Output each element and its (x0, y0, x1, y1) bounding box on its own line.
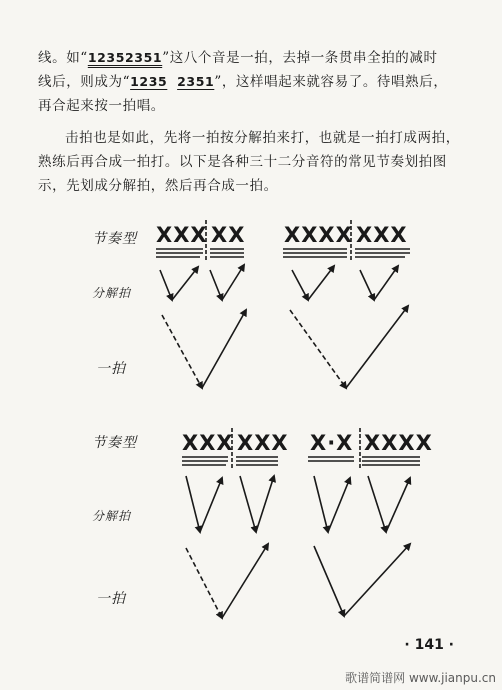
pattern-3-right: XXX (237, 431, 289, 455)
number-sequence-1: 12352351 (87, 50, 163, 65)
text-line2-end: ”，这样唱起来就容易了。待唱熟后， (214, 74, 448, 90)
label-rhythm-2: 节奏型 (92, 435, 137, 451)
number-sequence-2b: 2351 (177, 74, 215, 89)
pattern-1-right: XX (211, 223, 246, 247)
pattern-4-left: X·X (310, 431, 354, 455)
pattern-1-left: XXX (156, 223, 208, 247)
text-line3: 再合起来按一拍唱。 (38, 98, 165, 114)
text-line2-start: 线后，则成为“ (38, 74, 131, 90)
text-line1-end: ”这八个音是一拍，去掉一条贯串全拍的减时 (162, 50, 438, 66)
watermark: 歌谱简谱网 www.jianpu.cn (345, 671, 496, 685)
page-number: · 141 · (404, 637, 454, 653)
paragraph-2: 击拍也是如此，先将一拍按分解拍来打，也就是一拍打成两拍，熟练后再合成一拍打。以下是各种三十二分音符的常见节奏划拍图示，先划成分解拍，然后再合成一拍。 (38, 130, 460, 194)
split-arrow (160, 270, 172, 300)
text-line1-start: 线。如“ (38, 50, 88, 66)
label-one-2: 一拍 (96, 591, 126, 607)
label-one-1: 一拍 (96, 361, 126, 377)
label-split-2: 分解拍 (92, 509, 132, 523)
label-split-1: 分解拍 (92, 286, 132, 300)
pattern-4-right: XXXX (364, 431, 433, 455)
pattern-2-left: XXXX (284, 223, 353, 247)
pattern-3-left: XXX (182, 431, 234, 455)
one-beat-arrow (162, 315, 202, 388)
pattern-2-right: XXX (356, 223, 408, 247)
number-sequence-2a: 1235 (130, 74, 168, 89)
label-rhythm-1: 节奏型 (92, 231, 137, 247)
